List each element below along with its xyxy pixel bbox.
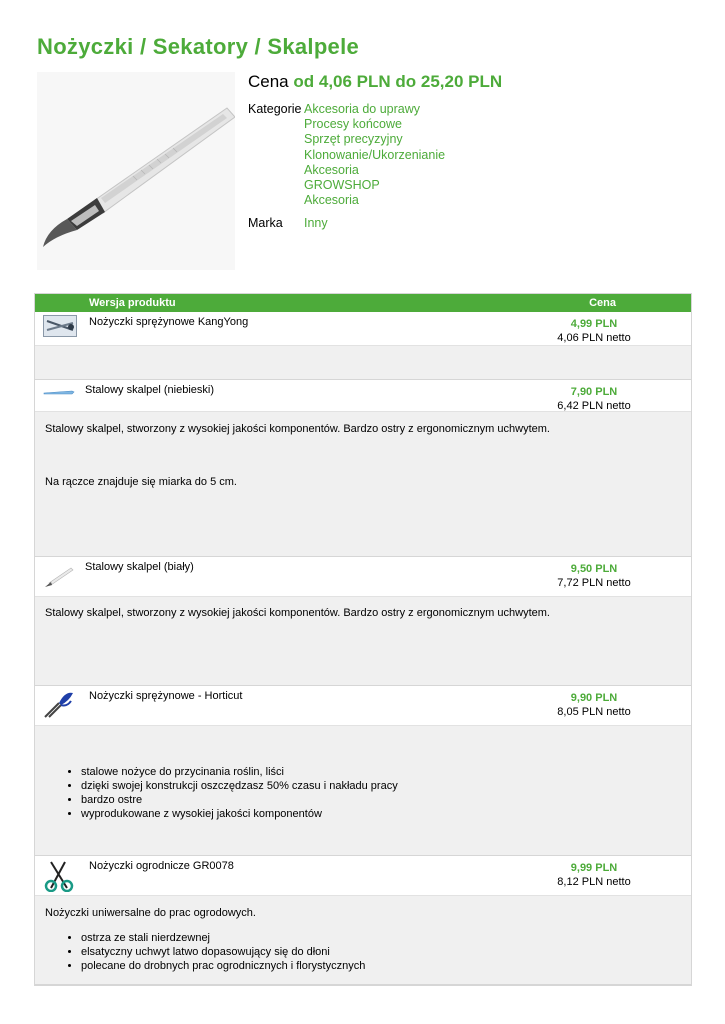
feature-item: • stalowe nożyce do przycinania roślin, liści [81,765,681,779]
garden-scissors-thumbnail-icon [43,858,75,895]
variant-row[interactable] [35,557,691,597]
variant-name: Nożyczki sprężynowe - Horticut [89,690,243,702]
feature-item: • dzięki swojej konstrukcji oszczędzasz 50% czasu i nakładu pracy [81,779,681,793]
variant-row[interactable] [35,856,691,896]
price-net: 7,72 PLN netto [557,577,631,589]
category-link[interactable]: Klonowanie/Ukorzenianie [304,147,446,162]
variant-description [35,412,691,557]
feature-item: • elsatyczny uchwyt latwo dopasowujący się do dłoni [81,945,681,959]
variant-row[interactable] [35,312,691,346]
variant-description [35,726,691,856]
brand-label: Marka [248,216,283,231]
feature-item: • ostrza ze stali nierdzewnej [81,931,681,945]
variant-name: Stalowy skalpel (biały) [85,561,194,573]
variant-description [35,597,691,686]
white-scalpel-thumbnail-icon [43,562,75,593]
column-header-variant: Wersja produktu [89,297,176,309]
product-info [248,72,688,240]
variant-row[interactable] [35,686,691,726]
feature-list [45,765,681,821]
category-link[interactable]: Akcesoria [304,193,359,208]
price-gross: 7,90 PLN [570,386,618,398]
category-link[interactable]: Sprzęt precyzyjny [304,132,403,147]
price-net: 6,42 PLN netto [557,400,631,412]
variants-table [34,293,692,986]
variant-name: Nożyczki ogrodnicze GR0078 [89,860,234,872]
categories-block [248,102,688,208]
price-net: 8,12 PLN netto [557,876,631,888]
column-header-price: Cena [589,297,616,309]
feature-item: • polecane do drobnych prac ogrodnicznych i florystycznych [81,959,681,973]
variant-price [549,562,639,590]
brand-link[interactable]: Inny [304,216,328,231]
blue-scalpel-thumbnail-icon [43,386,75,401]
description-paragraph: Na rączce znajduje się miarka do 5 cm. [45,476,237,488]
spring-scissors-thumbnail-icon [43,315,77,340]
table-header [35,294,691,312]
variant-row[interactable] [35,380,691,412]
variant-price [549,385,639,413]
variant-name: Stalowy skalpel (niebieski) [85,384,214,396]
horticut-scissors-thumbnail-icon [43,689,75,722]
product-image [37,72,235,270]
variant-description [35,346,691,380]
description-paragraph: Stalowy skalpel, stworzony z wysokiej jakości komponentów. Bardzo ostry z ergonomicznym uchwytem. [45,423,550,435]
page-title: Nożyczki / Sekatory / Skalpele [37,34,360,59]
scalpel-image-icon [37,72,235,270]
price-label: Cena [248,72,289,91]
categories-label: Kategorie [248,102,302,116]
variant-name: Nożyczki sprężynowe KangYong [89,316,249,328]
feature-list [45,931,681,973]
price-net: 8,05 PLN netto [557,706,631,718]
description-paragraph: Stalowy skalpel, stworzony z wysokiej jakości komponentów. Bardzo ostry z ergonomicznym uchwytem. [45,607,550,619]
variant-description [35,896,691,985]
category-link[interactable]: Akcesoria [304,162,359,177]
variant-price [549,861,639,889]
price-range-value: od 4,06 PLN do 25,20 PLN [293,72,503,91]
price-gross: 9,99 PLN [570,862,618,874]
price-range [248,72,688,92]
variant-price [549,691,639,719]
feature-item: • bardzo ostre [81,793,681,807]
category-link[interactable]: Akcesoria do uprawy [304,102,421,116]
feature-item: • wyprodukowane z wysokiej jakości komponentów [81,807,681,821]
price-net: 4,06 PLN netto [557,332,631,344]
price-gross: 4,99 PLN [570,318,618,330]
description-paragraph: Nożyczki uniwersalne do prac ogrodowych. [45,907,256,919]
brand-block [248,216,688,231]
price-gross: 9,90 PLN [570,692,618,704]
variant-price [549,317,639,345]
category-link[interactable]: Procesy końcowe [304,117,402,132]
category-link[interactable]: GROWSHOP [304,178,380,193]
price-gross: 9,50 PLN [570,563,618,575]
